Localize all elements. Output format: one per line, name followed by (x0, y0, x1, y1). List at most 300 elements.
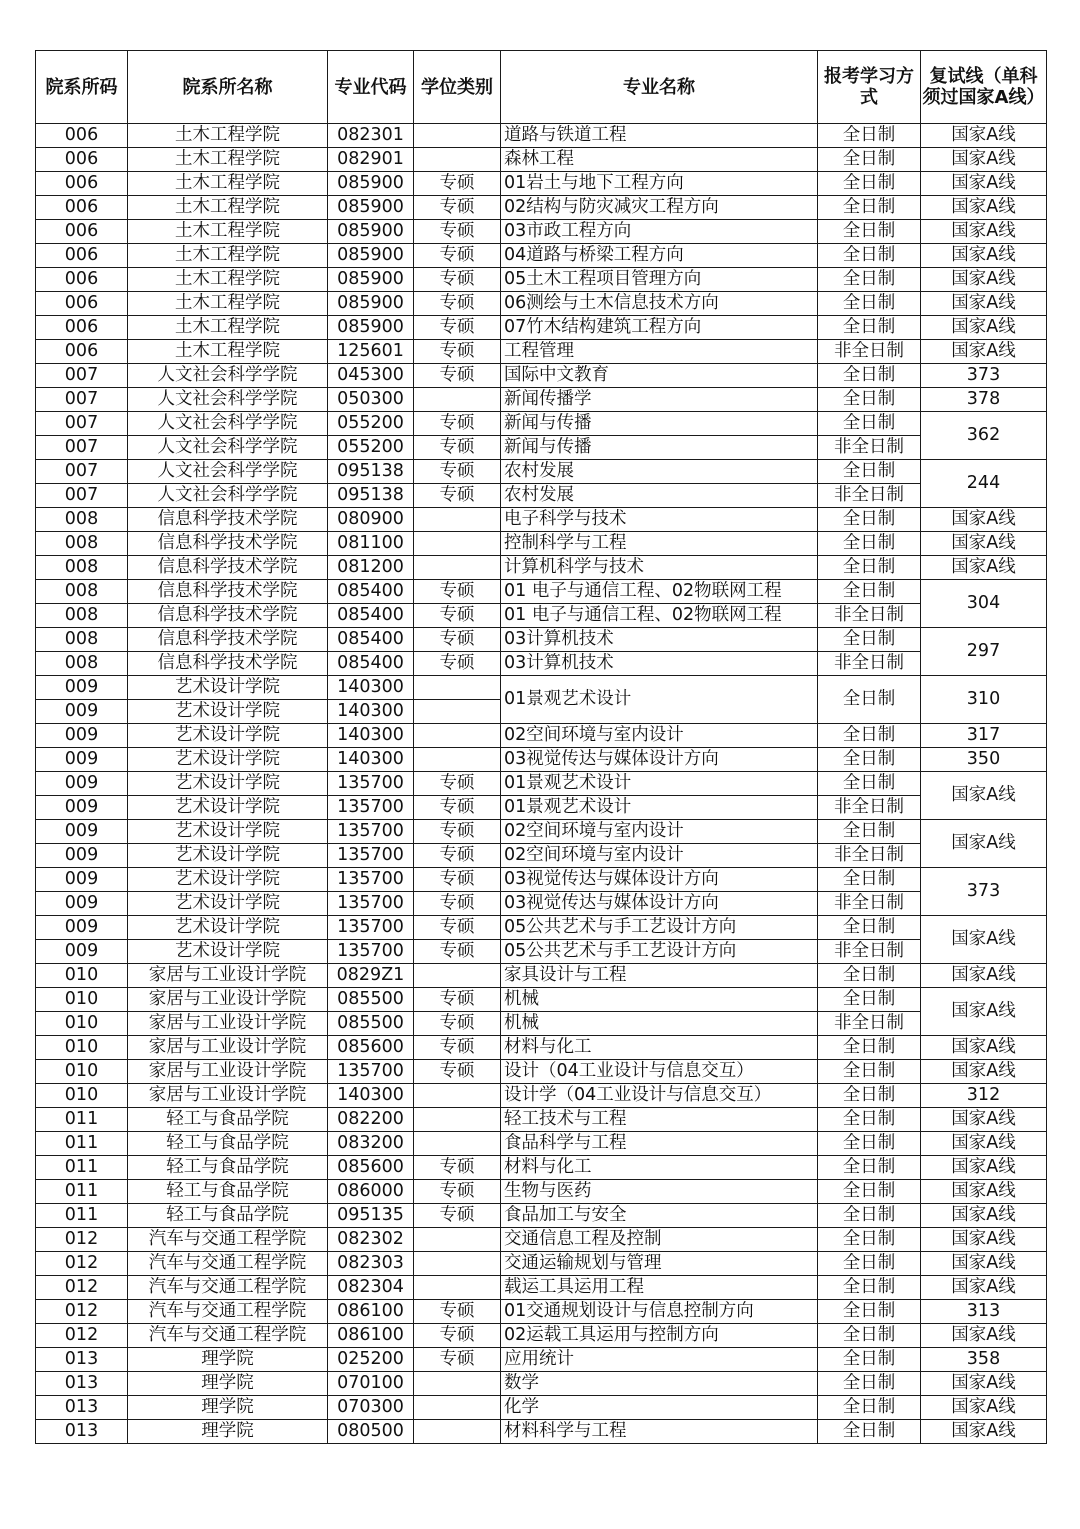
table-row (36, 1420, 1047, 1444)
major-code-cell: 085400 (328, 604, 414, 628)
degree-type-cell: 专硕 (414, 244, 501, 268)
school-code-cell: 010 (36, 988, 128, 1012)
major-code-cell: 125601 (328, 340, 414, 364)
major-code-cell: 135700 (328, 772, 414, 796)
retest-line-cell: 358 (921, 1348, 1047, 1372)
table-row (36, 940, 1047, 964)
school-name-cell: 汽车与交通工程学院 (128, 1228, 328, 1252)
major-name-cell: 05土木工程项目管理方向 (501, 268, 818, 292)
retest-line-cell: 国家A线 (921, 1228, 1047, 1252)
major-name-cell: 材料与化工 (501, 1036, 818, 1060)
retest-line-cell: 国家A线 (921, 1132, 1047, 1156)
school-code-cell: 008 (36, 628, 128, 652)
study-mode-cell: 全日制 (818, 220, 921, 244)
major-code-cell: 140300 (328, 676, 414, 700)
degree-type-cell: 专硕 (414, 1204, 501, 1228)
school-name-cell: 艺术设计学院 (128, 844, 328, 868)
major-name-cell: 农村发展 (501, 484, 818, 508)
table-row (36, 268, 1047, 292)
study-mode-cell: 全日制 (818, 868, 921, 892)
retest-line-cell: 国家A线 (921, 820, 1047, 868)
degree-type-cell (414, 676, 501, 700)
study-mode-cell: 全日制 (818, 1228, 921, 1252)
study-mode-cell: 全日制 (818, 820, 921, 844)
study-mode-cell: 非全日制 (818, 604, 921, 628)
school-code-cell: 007 (36, 412, 128, 436)
school-name-cell: 艺术设计学院 (128, 916, 328, 940)
table-row (36, 1108, 1047, 1132)
degree-type-cell: 专硕 (414, 796, 501, 820)
retest-line-cell: 国家A线 (921, 292, 1047, 316)
school-code-cell: 007 (36, 484, 128, 508)
retest-line-cell: 国家A线 (921, 508, 1047, 532)
study-mode-cell: 全日制 (818, 460, 921, 484)
school-code-cell: 006 (36, 172, 128, 196)
school-code-cell: 012 (36, 1276, 128, 1300)
study-mode-cell: 全日制 (818, 316, 921, 340)
study-mode-cell: 全日制 (818, 772, 921, 796)
retest-line-cell: 国家A线 (921, 1036, 1047, 1060)
major-code-cell: 082200 (328, 1108, 414, 1132)
major-code-cell: 080500 (328, 1420, 414, 1444)
study-mode-cell: 非全日制 (818, 652, 921, 676)
retest-line-cell: 国家A线 (921, 220, 1047, 244)
major-name-cell: 食品加工与安全 (501, 1204, 818, 1228)
school-name-cell: 土木工程学院 (128, 316, 328, 340)
major-code-cell: 055200 (328, 436, 414, 460)
major-name-cell: 新闻传播学 (501, 388, 818, 412)
major-name-cell: 计算机科学与技术 (501, 556, 818, 580)
school-code-cell: 011 (36, 1108, 128, 1132)
table-row (36, 580, 1047, 604)
school-code-cell: 006 (36, 316, 128, 340)
major-code-cell: 082301 (328, 124, 414, 148)
school-code-cell: 006 (36, 196, 128, 220)
major-code-cell: 080900 (328, 508, 414, 532)
degree-type-cell: 专硕 (414, 268, 501, 292)
retest-line-cell: 350 (921, 748, 1047, 772)
study-mode-cell: 非全日制 (818, 436, 921, 460)
school-name-cell: 艺术设计学院 (128, 868, 328, 892)
score-table (35, 50, 1047, 1444)
degree-type-cell: 专硕 (414, 412, 501, 436)
school-code-cell: 006 (36, 244, 128, 268)
major-name-cell: 04道路与桥梁工程方向 (501, 244, 818, 268)
degree-type-cell (414, 388, 501, 412)
degree-type-cell: 专硕 (414, 916, 501, 940)
table-row (36, 1204, 1047, 1228)
degree-type-cell: 专硕 (414, 172, 501, 196)
school-name-cell: 理学院 (128, 1372, 328, 1396)
major-name-cell: 国际中文教育 (501, 364, 818, 388)
school-name-cell: 汽车与交通工程学院 (128, 1324, 328, 1348)
school-name-cell: 家居与工业设计学院 (128, 1036, 328, 1060)
school-code-cell: 011 (36, 1156, 128, 1180)
major-name-cell: 设计（04工业设计与信息交互） (501, 1060, 818, 1084)
degree-type-cell: 专硕 (414, 436, 501, 460)
study-mode-cell: 全日制 (818, 148, 921, 172)
school-code-cell: 007 (36, 436, 128, 460)
school-code-cell: 012 (36, 1300, 128, 1324)
major-code-cell: 050300 (328, 388, 414, 412)
degree-type-cell (414, 1132, 501, 1156)
retest-line-cell: 国家A线 (921, 196, 1047, 220)
header-major-name: 专业名称 (501, 51, 818, 124)
retest-line-cell: 国家A线 (921, 772, 1047, 820)
major-code-cell: 070100 (328, 1372, 414, 1396)
retest-line-cell: 373 (921, 364, 1047, 388)
major-code-cell: 082303 (328, 1252, 414, 1276)
major-code-cell: 085900 (328, 172, 414, 196)
degree-type-cell (414, 1252, 501, 1276)
table-row (36, 892, 1047, 916)
study-mode-cell: 全日制 (818, 1252, 921, 1276)
study-mode-cell: 全日制 (818, 388, 921, 412)
study-mode-cell: 全日制 (818, 1156, 921, 1180)
major-name-cell: 01岩土与地下工程方向 (501, 172, 818, 196)
retest-line-cell: 国家A线 (921, 1420, 1047, 1444)
study-mode-cell: 全日制 (818, 1084, 921, 1108)
school-name-cell: 轻工与食品学院 (128, 1180, 328, 1204)
retest-line-cell: 297 (921, 628, 1047, 676)
retest-line-cell: 国家A线 (921, 988, 1047, 1036)
major-code-cell: 045300 (328, 364, 414, 388)
school-name-cell: 土木工程学院 (128, 172, 328, 196)
study-mode-cell: 全日制 (818, 364, 921, 388)
school-name-cell: 土木工程学院 (128, 292, 328, 316)
table-row (36, 172, 1047, 196)
major-name-cell: 01景观艺术设计 (501, 796, 818, 820)
major-code-cell: 085400 (328, 580, 414, 604)
study-mode-cell: 全日制 (818, 1348, 921, 1372)
major-code-cell: 140300 (328, 1084, 414, 1108)
table-row (36, 844, 1047, 868)
school-name-cell: 人文社会科学学院 (128, 388, 328, 412)
study-mode-cell: 全日制 (818, 292, 921, 316)
major-code-cell: 135700 (328, 916, 414, 940)
school-code-cell: 013 (36, 1396, 128, 1420)
degree-type-cell: 专硕 (414, 364, 501, 388)
table-row (36, 532, 1047, 556)
degree-type-cell (414, 1420, 501, 1444)
degree-type-cell: 专硕 (414, 1300, 501, 1324)
study-mode-cell: 全日制 (818, 1372, 921, 1396)
degree-type-cell: 专硕 (414, 892, 501, 916)
study-mode-cell: 全日制 (818, 1180, 921, 1204)
table-row (36, 1324, 1047, 1348)
major-code-cell: 086100 (328, 1324, 414, 1348)
study-mode-cell: 全日制 (818, 1204, 921, 1228)
study-mode-cell: 全日制 (818, 676, 921, 724)
major-name-cell: 新闻与传播 (501, 412, 818, 436)
study-mode-cell: 非全日制 (818, 484, 921, 508)
school-name-cell: 家居与工业设计学院 (128, 1060, 328, 1084)
major-code-cell: 135700 (328, 796, 414, 820)
degree-type-cell: 专硕 (414, 628, 501, 652)
table-row (36, 148, 1047, 172)
major-name-cell: 03市政工程方向 (501, 220, 818, 244)
school-name-cell: 理学院 (128, 1348, 328, 1372)
major-name-cell: 05公共艺术与手工艺设计方向 (501, 940, 818, 964)
retest-line-cell: 国家A线 (921, 1108, 1047, 1132)
study-mode-cell: 非全日制 (818, 892, 921, 916)
study-mode-cell: 全日制 (818, 1036, 921, 1060)
table-row (36, 652, 1047, 676)
degree-type-cell: 专硕 (414, 988, 501, 1012)
degree-type-cell: 专硕 (414, 460, 501, 484)
degree-type-cell (414, 1396, 501, 1420)
school-code-cell: 012 (36, 1324, 128, 1348)
degree-type-cell (414, 748, 501, 772)
degree-type-cell: 专硕 (414, 1348, 501, 1372)
school-name-cell: 土木工程学院 (128, 124, 328, 148)
major-code-cell: 086000 (328, 1180, 414, 1204)
major-name-cell: 设计学（04工业设计与信息交互） (501, 1084, 818, 1108)
major-code-cell: 083200 (328, 1132, 414, 1156)
table-row (36, 1348, 1047, 1372)
school-code-cell: 006 (36, 340, 128, 364)
degree-type-cell: 专硕 (414, 1156, 501, 1180)
retest-line-cell: 317 (921, 724, 1047, 748)
retest-line-cell: 国家A线 (921, 148, 1047, 172)
major-name-cell: 02结构与防灾减灾工程方向 (501, 196, 818, 220)
study-mode-cell: 全日制 (818, 964, 921, 988)
major-code-cell: 025200 (328, 1348, 414, 1372)
major-code-cell: 135700 (328, 1060, 414, 1084)
degree-type-cell: 专硕 (414, 196, 501, 220)
retest-line-cell: 国家A线 (921, 1324, 1047, 1348)
table-row (36, 244, 1047, 268)
major-name-cell: 森林工程 (501, 148, 818, 172)
study-mode-cell: 全日制 (818, 988, 921, 1012)
major-code-cell: 085900 (328, 292, 414, 316)
major-name-cell: 03视觉传达与媒体设计方向 (501, 868, 818, 892)
school-name-cell: 艺术设计学院 (128, 748, 328, 772)
table-body (36, 124, 1047, 1444)
study-mode-cell: 非全日制 (818, 844, 921, 868)
table-row (36, 196, 1047, 220)
school-code-cell: 009 (36, 940, 128, 964)
study-mode-cell: 全日制 (818, 268, 921, 292)
school-code-cell: 009 (36, 892, 128, 916)
degree-type-cell (414, 1084, 501, 1108)
school-code-cell: 009 (36, 772, 128, 796)
study-mode-cell: 全日制 (818, 724, 921, 748)
school-code-cell: 011 (36, 1204, 128, 1228)
study-mode-cell: 全日制 (818, 628, 921, 652)
school-code-cell: 010 (36, 1012, 128, 1036)
school-code-cell: 011 (36, 1180, 128, 1204)
retest-line-cell: 244 (921, 460, 1047, 508)
school-code-cell: 013 (36, 1348, 128, 1372)
school-code-cell: 007 (36, 388, 128, 412)
header-major-code: 专业代码 (328, 51, 414, 124)
study-mode-cell: 全日制 (818, 580, 921, 604)
table-row (36, 868, 1047, 892)
study-mode-cell: 全日制 (818, 916, 921, 940)
table-row (36, 1156, 1047, 1180)
retest-line-cell: 304 (921, 580, 1047, 628)
study-mode-cell: 全日制 (818, 412, 921, 436)
retest-line-cell: 国家A线 (921, 964, 1047, 988)
table-row (36, 124, 1047, 148)
table-row (36, 676, 1047, 700)
major-name-cell: 交通运输规划与管理 (501, 1252, 818, 1276)
study-mode-cell: 全日制 (818, 1132, 921, 1156)
degree-type-cell (414, 556, 501, 580)
major-name-cell: 生物与医药 (501, 1180, 818, 1204)
school-code-cell: 010 (36, 1084, 128, 1108)
table-row (36, 964, 1047, 988)
table-row (36, 220, 1047, 244)
school-name-cell: 土木工程学院 (128, 220, 328, 244)
major-name-cell: 07竹木结构建筑工程方向 (501, 316, 818, 340)
school-name-cell: 艺术设计学院 (128, 892, 328, 916)
retest-line-cell: 国家A线 (921, 316, 1047, 340)
school-name-cell: 人文社会科学学院 (128, 460, 328, 484)
table-row (36, 796, 1047, 820)
school-name-cell: 艺术设计学院 (128, 724, 328, 748)
school-name-cell: 人文社会科学学院 (128, 484, 328, 508)
major-code-cell: 085400 (328, 652, 414, 676)
school-name-cell: 人文社会科学学院 (128, 364, 328, 388)
major-code-cell: 095135 (328, 1204, 414, 1228)
study-mode-cell: 全日制 (818, 508, 921, 532)
table-row (36, 460, 1047, 484)
major-code-cell: 070300 (328, 1396, 414, 1420)
degree-type-cell: 专硕 (414, 1012, 501, 1036)
table-row (36, 604, 1047, 628)
major-code-cell: 135700 (328, 820, 414, 844)
major-name-cell: 02空间环境与室内设计 (501, 820, 818, 844)
school-name-cell: 人文社会科学学院 (128, 436, 328, 460)
major-name-cell: 06测绘与土木信息技术方向 (501, 292, 818, 316)
school-code-cell: 009 (36, 796, 128, 820)
retest-line-cell: 国家A线 (921, 1156, 1047, 1180)
degree-type-cell (414, 532, 501, 556)
major-code-cell: 140300 (328, 724, 414, 748)
degree-type-cell (414, 1108, 501, 1132)
school-code-cell: 007 (36, 460, 128, 484)
study-mode-cell: 全日制 (818, 532, 921, 556)
table-row (36, 1228, 1047, 1252)
school-name-cell: 信息科学技术学院 (128, 652, 328, 676)
school-name-cell: 人文社会科学学院 (128, 412, 328, 436)
school-name-cell: 汽车与交通工程学院 (128, 1300, 328, 1324)
major-code-cell: 082302 (328, 1228, 414, 1252)
degree-type-cell (414, 508, 501, 532)
study-mode-cell: 全日制 (818, 244, 921, 268)
degree-type-cell (414, 724, 501, 748)
school-code-cell: 013 (36, 1372, 128, 1396)
school-name-cell: 土木工程学院 (128, 340, 328, 364)
degree-type-cell: 专硕 (414, 1180, 501, 1204)
retest-line-cell: 国家A线 (921, 268, 1047, 292)
retest-line-cell: 国家A线 (921, 340, 1047, 364)
major-code-cell: 135700 (328, 940, 414, 964)
school-code-cell: 008 (36, 508, 128, 532)
major-name-cell: 03视觉传达与媒体设计方向 (501, 892, 818, 916)
major-name-cell: 机械 (501, 1012, 818, 1036)
school-name-cell: 土木工程学院 (128, 148, 328, 172)
major-name-cell: 03计算机技术 (501, 628, 818, 652)
header-degree-type: 学位类别 (414, 51, 501, 124)
table-row (36, 1252, 1047, 1276)
school-name-cell: 家居与工业设计学院 (128, 988, 328, 1012)
major-code-cell: 085600 (328, 1036, 414, 1060)
school-code-cell: 009 (36, 868, 128, 892)
school-name-cell: 汽车与交通工程学院 (128, 1276, 328, 1300)
table-row (36, 412, 1047, 436)
table-row (36, 1276, 1047, 1300)
major-code-cell: 135700 (328, 868, 414, 892)
school-code-cell: 008 (36, 580, 128, 604)
study-mode-cell: 全日制 (818, 556, 921, 580)
table-row (36, 388, 1047, 412)
table-row (36, 1132, 1047, 1156)
major-code-cell: 085400 (328, 628, 414, 652)
major-code-cell: 140300 (328, 700, 414, 724)
retest-line-cell: 378 (921, 388, 1047, 412)
table-row (36, 1036, 1047, 1060)
school-name-cell: 信息科学技术学院 (128, 508, 328, 532)
degree-type-cell (414, 964, 501, 988)
major-name-cell: 工程管理 (501, 340, 818, 364)
major-name-cell: 食品科学与工程 (501, 1132, 818, 1156)
major-name-cell: 机械 (501, 988, 818, 1012)
school-name-cell: 艺术设计学院 (128, 796, 328, 820)
school-name-cell: 土木工程学院 (128, 244, 328, 268)
table-row (36, 316, 1047, 340)
major-name-cell: 交通信息工程及控制 (501, 1228, 818, 1252)
school-code-cell: 008 (36, 604, 128, 628)
school-name-cell: 信息科学技术学院 (128, 628, 328, 652)
school-code-cell: 006 (36, 268, 128, 292)
school-name-cell: 轻工与食品学院 (128, 1156, 328, 1180)
school-code-cell: 009 (36, 700, 128, 724)
major-name-cell: 家具设计与工程 (501, 964, 818, 988)
major-code-cell: 086100 (328, 1300, 414, 1324)
study-mode-cell: 非全日制 (818, 796, 921, 820)
school-code-cell: 007 (36, 364, 128, 388)
major-name-cell: 02空间环境与室内设计 (501, 844, 818, 868)
degree-type-cell: 专硕 (414, 220, 501, 244)
retest-line-cell: 362 (921, 412, 1047, 460)
major-name-cell: 01景观艺术设计 (501, 676, 818, 724)
table-row (36, 988, 1047, 1012)
major-name-cell: 道路与铁道工程 (501, 124, 818, 148)
major-name-cell: 电子科学与技术 (501, 508, 818, 532)
school-name-cell: 家居与工业设计学院 (128, 1084, 328, 1108)
study-mode-cell: 非全日制 (818, 340, 921, 364)
school-name-cell: 信息科学技术学院 (128, 556, 328, 580)
school-code-cell: 010 (36, 964, 128, 988)
retest-line-cell: 国家A线 (921, 532, 1047, 556)
table-row (36, 772, 1047, 796)
school-code-cell: 006 (36, 148, 128, 172)
school-name-cell: 艺术设计学院 (128, 772, 328, 796)
major-name-cell: 01 电子与通信工程、02物联网工程 (501, 604, 818, 628)
major-code-cell: 085900 (328, 316, 414, 340)
major-code-cell: 085900 (328, 196, 414, 220)
major-name-cell: 02运载工具运用与控制方向 (501, 1324, 818, 1348)
retest-line-cell: 373 (921, 868, 1047, 916)
major-code-cell: 085500 (328, 1012, 414, 1036)
school-name-cell: 家居与工业设计学院 (128, 964, 328, 988)
table-row (36, 1060, 1047, 1084)
header-school-code: 院系所码 (36, 51, 128, 124)
table-row (36, 1396, 1047, 1420)
